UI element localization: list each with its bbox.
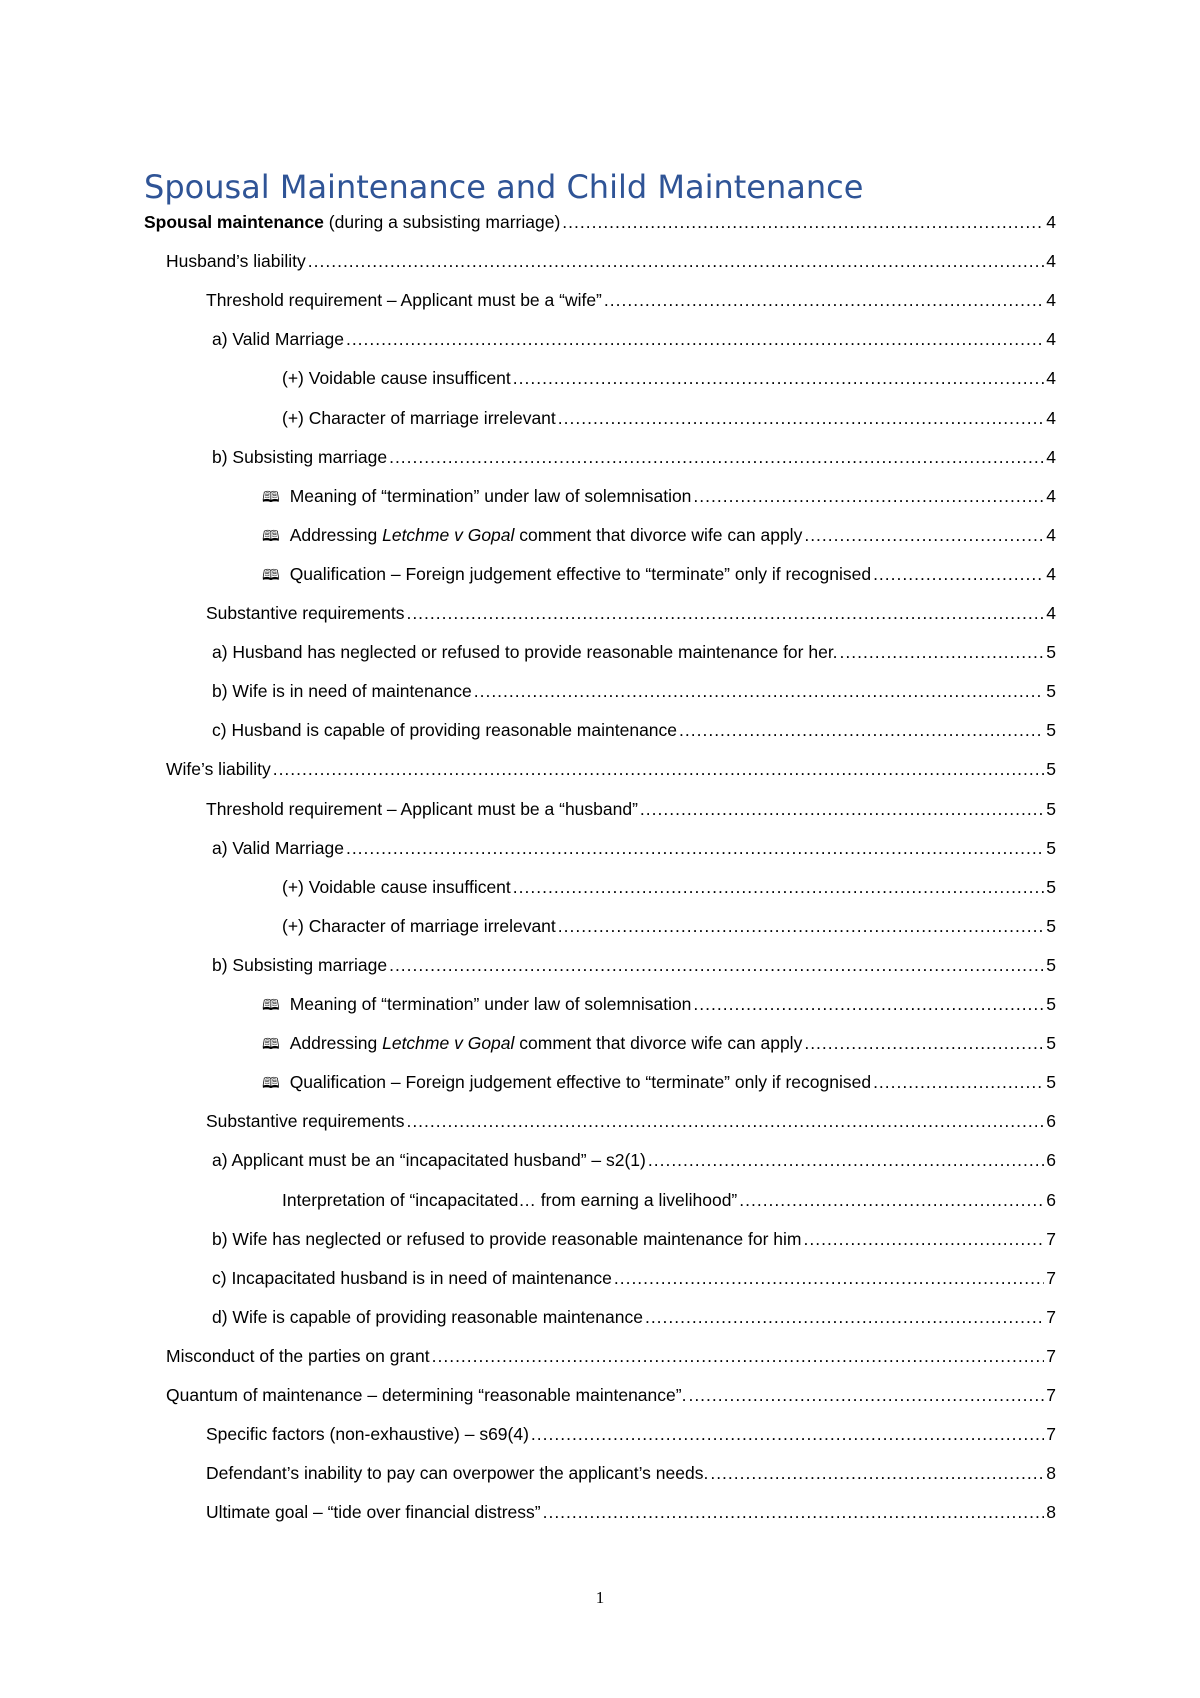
toc-entry-label: (+) Voidable cause insufficent [282,368,511,389]
book-icon: 🕮 [262,527,280,545]
toc-entry-text [212,324,344,354]
toc-entry[interactable] [262,1028,1056,1058]
toc-entry-label: b) Subsisting marriage [212,446,388,467]
toc-leader-dots [693,989,1044,1019]
toc-entry[interactable] [166,246,1056,276]
toc-entry-label: b) Wife is in need of maintenance [212,681,472,702]
toc-entry-text [166,1341,430,1371]
toc-entry-label: comment that divorce wife can apply [514,524,803,545]
toc-entry-label: b) Subsisting marriage [212,954,388,975]
toc-entry-label: Qualification – Foreign judgement effective to “terminate” only if recognised [289,563,872,584]
toc-entry[interactable] [262,989,1056,1019]
toc-page-number: 4 [1046,329,1056,350]
toc-page-number: 6 [1046,1111,1056,1132]
toc-entry-text [188,1419,529,1449]
toc-entry[interactable] [212,637,1056,667]
toc-leader-dots [648,1145,1044,1175]
toc-entry-text [144,207,560,237]
page-number: 1 [595,1588,605,1607]
toc-entry-label: (during a subsisting marriage) [323,212,561,232]
toc-entry[interactable] [262,481,1056,511]
toc-entry-label: Meaning of “termination” under law of solemnisation [289,485,692,506]
toc-entry-label: Substantive requirements [206,603,405,623]
toc-entry-label: (+) Voidable cause insufficent [282,876,511,897]
toc-entry[interactable] [282,1185,1056,1215]
toc-leader-dots [645,1302,1044,1332]
toc-leader-dots [614,1263,1044,1293]
toc-entry[interactable] [212,1145,1056,1175]
toc-entry-text [262,520,802,552]
toc-page-number: 5 [1046,876,1056,897]
toc-entry[interactable] [144,207,1056,237]
toc-page-number: 5 [1046,681,1056,702]
toc-leader-dots [474,676,1045,706]
toc-leader-dots [873,1067,1044,1097]
toc-page-number: 5 [1046,954,1056,975]
toc-entry-text [188,285,602,315]
toc-entry-label: Threshold requirement – Applicant must be a “husband” [206,798,638,819]
toc-entry-label: Ultimate goal – “tide over financial distress” [206,1502,541,1523]
toc-leader-dots [346,324,1044,354]
toc-entry[interactable] [188,1106,1056,1136]
toc-entry[interactable] [282,911,1056,941]
toc-entry-text [212,442,387,472]
toc-entry-label: b) Wife has neglected or refused to provide reasonable maintenance for him [212,1228,802,1249]
toc-leader-dots [406,598,1044,628]
toc-entry-label: Quantum of maintenance – determining “reasonable maintenance”. [166,1385,687,1405]
toc-entry-text [282,911,556,941]
toc-page-number: 4 [1046,446,1056,467]
toc-entry-label: Qualification – Foreign judgement effective to “terminate” only if recognised [289,1072,872,1093]
toc-entry-case-name: Letchme v Gopal [382,524,515,545]
toc-entry-label: Misconduct of the parties on grant [166,1345,430,1366]
toc-entry-label: a) Valid Marriage [212,837,344,858]
toc-leader-dots [710,1458,1044,1488]
toc-page-number: 8 [1046,1502,1056,1523]
toc-entry-text [282,403,556,433]
toc-entry-label: Meaning of “termination” under law of solemnisation [289,994,692,1014]
book-icon: 🕮 [262,488,280,506]
toc-page-number: 8 [1046,1463,1056,1484]
toc-entry-label: a) Valid Marriage [212,329,344,350]
toc-entry-label: d) Wife is capable of providing reasonable maintenance [212,1306,643,1327]
toc-page-number: 4 [1046,524,1056,545]
toc-leader-dots [804,520,1044,550]
toc-page-number: 5 [1046,759,1056,780]
toc-entry[interactable] [262,520,1056,550]
toc-leader-dots [389,950,1044,980]
book-icon: 🕮 [262,997,280,1014]
toc-leader-dots [558,911,1044,941]
toc-entry-text [282,363,511,393]
toc-page-number: 4 [1046,603,1056,623]
toc-leader-dots [308,246,1045,276]
toc-leader-dots [513,872,1044,902]
toc-page-number: 7 [1046,1385,1056,1405]
toc-entry-text [212,833,344,863]
toc-leader-dots [346,833,1044,863]
toc-entry-text [212,1224,802,1254]
toc-entry-label: c) Incapacitated husband is in need of maintenance [212,1267,612,1288]
toc-page-number: 4 [1046,368,1056,389]
toc-leader-dots [389,442,1044,472]
toc-entry-label: a) Husband has neglected or refused to provide reasonable maintenance for her. [212,642,838,663]
toc-page-number: 5 [1046,1072,1056,1093]
toc-leader-dots [562,207,1044,237]
toc-leader-dots [273,754,1045,784]
toc-entry-text [282,1185,737,1215]
toc-entry-text [188,1458,708,1488]
toc-page-number: 5 [1046,1033,1056,1054]
toc-entry-text [212,637,838,667]
toc-page-number: 4 [1046,407,1056,428]
toc-entry-text [212,950,387,980]
toc-entry[interactable] [188,794,1056,824]
toc-entry-label: Defendant’s inability to pay can overpower the applicant’s needs. [206,1463,709,1484]
toc-entry[interactable] [212,1224,1056,1254]
toc-entry-text [188,1106,404,1136]
toc-entry[interactable] [212,442,1056,472]
toc-entry-label: Interpretation of “incapacitated… from earning a livelihood” [282,1189,738,1210]
toc-entry[interactable] [188,1419,1056,1449]
toc-entry-label: Wife’s liability [166,759,271,780]
toc-entry[interactable] [212,1263,1056,1293]
toc-page-number: 4 [1046,212,1056,232]
toc-page-number: 7 [1046,1345,1056,1366]
toc-entry-text [262,559,871,591]
toc-leader-dots [804,1028,1044,1058]
toc-entry-text [282,872,511,902]
toc-entry[interactable] [212,950,1056,980]
toc-entry[interactable] [212,676,1056,706]
toc-leader-dots [543,1497,1045,1527]
toc-page-number: 6 [1046,1189,1056,1210]
toc-page-number: 7 [1046,1306,1056,1327]
toc-page-number: 4 [1046,563,1056,584]
toc-entry-text [262,481,691,513]
toc-entry-label: c) Husband is capable of providing reasonable maintenance [212,720,678,741]
toc-entry-label: Specific factors (non-exhaustive) – s69(4) [206,1424,529,1445]
toc-page-number: 7 [1046,1424,1056,1445]
book-icon: 🕮 [262,1075,280,1093]
toc-entry[interactable] [188,285,1056,315]
toc-entry-prefix: Addressing [289,524,383,545]
toc-entry-text [188,1497,541,1527]
toc-entry-text [166,1380,686,1410]
toc-leader-dots [604,285,1044,315]
toc-page-number: 6 [1046,1150,1056,1171]
toc-entry[interactable] [166,754,1056,784]
toc-entry-text [212,1145,646,1175]
toc-entry-text [212,1302,643,1332]
toc-entry[interactable] [188,598,1056,628]
toc-leader-dots [688,1380,1044,1410]
toc-entry-text [166,754,271,784]
toc-leader-dots [406,1106,1044,1136]
toc-entry[interactable] [212,833,1056,863]
toc-entry-text [262,989,691,1021]
toc-entry-label: comment that divorce wife can apply [514,1033,803,1054]
toc-leader-dots [804,1224,1045,1254]
toc-entry-label: Threshold requirement – Applicant must be a “wife” [206,290,602,311]
toc-page-number: 7 [1046,1228,1056,1249]
toc-entry[interactable] [212,324,1056,354]
toc-leader-dots [840,637,1045,667]
toc-page-number: 4 [1046,485,1056,506]
document-title: Spousal Maintenance and Child Maintenance [144,168,864,206]
toc-entry-label: Husband’s liability [166,251,306,272]
toc-page-number: 5 [1046,837,1056,858]
book-icon: 🕮 [262,566,280,584]
toc-entry-text [262,1067,871,1099]
toc-entry[interactable] [282,403,1056,433]
toc-entry[interactable] [282,363,1056,393]
toc-entry-label: (+) Character of marriage irrelevant [282,915,556,936]
toc-leader-dots [513,363,1044,393]
toc-entry-label: Substantive requirements [206,1111,405,1132]
toc-entry-text [212,676,472,706]
toc-entry[interactable] [282,872,1056,902]
toc-leader-dots [679,715,1044,745]
toc-leader-dots [432,1341,1045,1371]
toc-page-number: 7 [1046,1267,1056,1288]
toc-entry-text [262,1028,802,1060]
toc-page-number: 5 [1046,720,1056,741]
book-icon: 🕮 [262,1036,280,1054]
toc-entry-case-name: Letchme v Gopal [382,1033,515,1054]
toc-page-number: 5 [1046,798,1056,819]
toc-entry-text [212,715,677,745]
toc-entry-label: (+) Character of marriage irrelevant [282,407,556,428]
toc-entry-text [188,794,638,824]
toc-leader-dots [640,794,1044,824]
toc-leader-dots [558,403,1044,433]
toc-entry[interactable] [188,1458,1056,1488]
toc-page-number: 5 [1046,994,1056,1014]
toc-entry[interactable] [188,1497,1056,1527]
toc-leader-dots [531,1419,1044,1449]
toc-entry[interactable] [262,559,1056,589]
toc-entry[interactable] [212,1302,1056,1332]
toc-entry-text [188,598,404,628]
toc-entry-label: a) Applicant must be an “incapacitated husband” – s2(1) [212,1150,646,1171]
toc-entry-bold-text: Spousal maintenance [144,212,324,232]
toc-page-number: 4 [1046,290,1056,311]
toc-leader-dots [693,481,1044,511]
toc-page-number: 4 [1046,251,1056,272]
toc-leader-dots [739,1185,1044,1215]
toc-page-number: 5 [1046,915,1056,936]
toc-entry[interactable] [212,715,1056,745]
toc-entry-prefix: Addressing [289,1033,383,1054]
toc-entry[interactable] [262,1067,1056,1097]
toc-entry[interactable] [166,1380,1056,1410]
toc-entry-text [166,246,306,276]
toc-entry-text [212,1263,612,1293]
toc-entry[interactable] [166,1341,1056,1371]
toc-leader-dots [873,559,1044,589]
toc-page-number: 5 [1046,642,1056,663]
